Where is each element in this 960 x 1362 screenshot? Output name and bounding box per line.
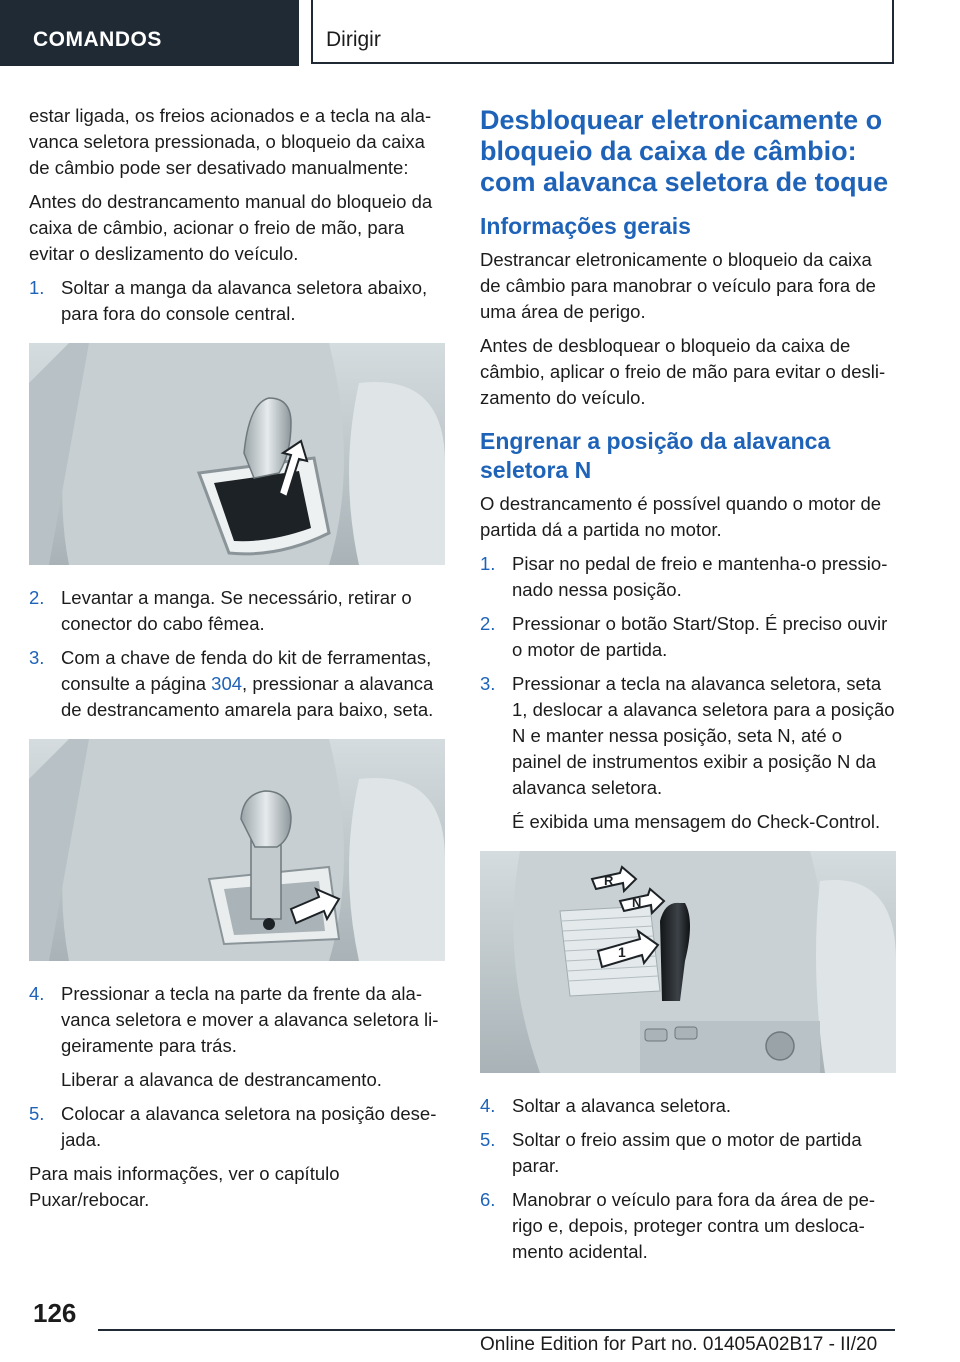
step-item [480, 1093, 896, 1119]
step-number: 1. [29, 277, 45, 298]
step-item [480, 611, 896, 663]
arrow-label-r: R [604, 873, 614, 888]
step-subtext: É exibida uma mensagem do Check-Control. [512, 811, 881, 832]
step-number: 3. [29, 647, 45, 668]
paragraph: Para mais informações, ver o capítulo Puxar/rebocar. [29, 1163, 340, 1210]
step-number: 5. [29, 1103, 45, 1124]
step-number: 4. [29, 983, 45, 1004]
paragraph: O destrancamento é possível quando o motor de partida dá a partida no motor. [480, 493, 882, 540]
step-text: Pressionar o botão Start/Stop. É preciso ouvir o motor de partida. [512, 613, 888, 660]
step-item [29, 1101, 445, 1153]
figure-touch-selector-lever [480, 851, 896, 1073]
step-item [480, 671, 896, 835]
chapter-label: Dirigir [326, 28, 381, 51]
paragraph: estar ligada, os freios acionados e a tecla na alavanca seletora pressionada, o bloqueio da caixa de câmbio pode ser desativado manualmente: [29, 105, 432, 178]
subheading-engage-n: Engrenar a posição da alavanca seletora N [480, 428, 831, 483]
step-number: 3. [480, 673, 496, 694]
step-text: Soltar a manga da alavanca seletora abaixo, para fora do console central. [61, 277, 428, 324]
section-title: Desbloquear eletronicamente o bloqueio da caixa de câmbio: com alavanca seletora de toque [480, 105, 889, 197]
step-item [29, 981, 445, 1093]
figure-selector-lever-sleeve [29, 343, 445, 565]
step-text: Pressionar a tecla na alavanca seletora, seta 1, deslocar a alavanca seletora para a posição N e manter nessa posição, seta N, até o painel de instrumentos exibir a posição N da alavanca seletora. [512, 673, 895, 798]
step-item [480, 1127, 896, 1179]
step-text: Pressionar a tecla na parte da frente da alavanca seletora e mover a alavanca seletora ligeiramente para trás. [61, 983, 439, 1056]
step-number: 2. [29, 587, 45, 608]
page-number: 126 [33, 1298, 77, 1328]
section-label: COMANDOS [33, 28, 162, 51]
figure-release-lever [29, 739, 445, 961]
footer-edition: Online Edition for Part no. 01405A02B17 - II/20 [480, 1334, 878, 1355]
step-number: 4. [480, 1095, 496, 1116]
paragraph: Destrancar eletronicamente o bloqueio da caixa de câmbio para manobrar o veículo para fora de uma área de perigo. [480, 249, 876, 322]
left-column [29, 103, 445, 1221]
step-text: Levantar a manga. Se necessário, retirar o conector do cabo fêmea. [61, 587, 412, 634]
step-text: Pisar no pedal de freio e mantenha-o pressionado nessa posição. [512, 553, 888, 600]
step-text: Manobrar o veículo para fora da área de perigo e, depois, proteger contra um deslocamento acidental. [512, 1189, 876, 1262]
page-link[interactable]: 304 [211, 673, 243, 694]
right-column [480, 103, 896, 1273]
step-text: Colocar a alavanca seletora na posição desejada. [61, 1103, 437, 1150]
footer-divider [98, 1329, 895, 1331]
step-text-after: , pressionar a alavanca de destrancamento amarela para baixo, seta. [61, 673, 434, 720]
step-item [480, 551, 896, 603]
arrow-label-1: 1 [618, 944, 626, 960]
subheading-general-info: Informações gerais [480, 213, 691, 239]
step-item [29, 585, 445, 637]
step-text: Soltar a alavanca seletora. [512, 1095, 732, 1116]
step-subtext: Liberar a alavanca de destrancamento. [61, 1069, 382, 1090]
step-number: 1. [480, 553, 496, 574]
step-item [480, 1187, 896, 1265]
step-item [29, 645, 445, 723]
section-tab [0, 0, 299, 66]
paragraph: Antes de desbloquear o bloqueio da caixa de câmbio, aplicar o freio de mão para evitar o deslizamento do veículo. [480, 335, 886, 408]
step-text: Soltar o freio assim que o motor de partida parar. [512, 1129, 862, 1176]
chapter-tab [311, 0, 894, 64]
step-number: 5. [480, 1129, 496, 1150]
step-text-before: Com a chave de fenda do kit de ferramentas, consulte a página [61, 647, 432, 694]
paragraph: Antes do destrancamento manual do bloqueio da caixa de câmbio, acionar o freio de mão, para evitar o deslizamento do veículo. [29, 191, 433, 264]
step-item [29, 275, 445, 327]
arrow-label-n: N [632, 895, 642, 910]
step-number: 6. [480, 1189, 496, 1210]
step-number: 2. [480, 613, 496, 634]
